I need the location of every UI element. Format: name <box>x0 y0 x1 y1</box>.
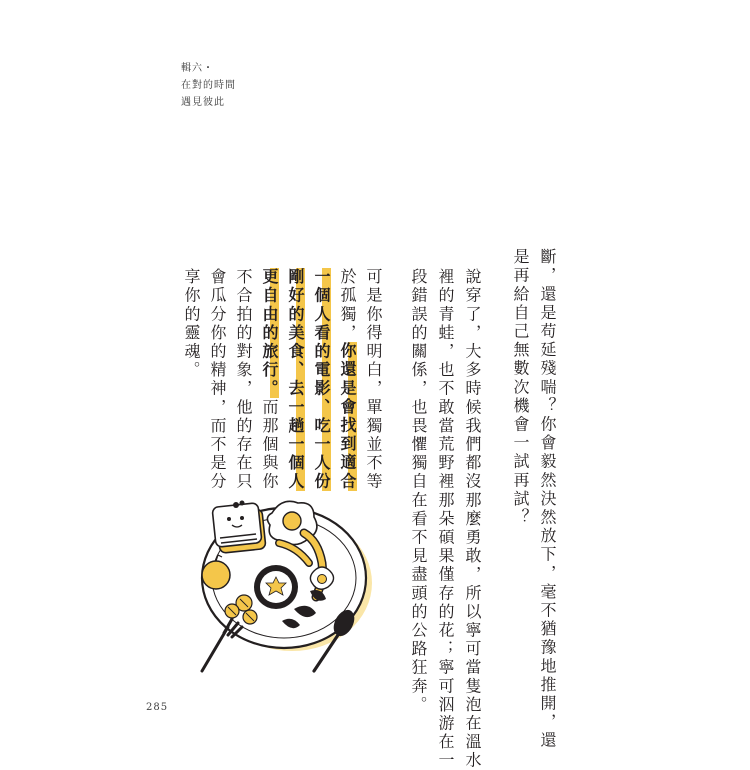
highlighted-text: 剛好的美食、去一趟一個人 <box>286 268 305 492</box>
body-text: 而那個與你 <box>260 398 279 492</box>
text-column <box>433 268 457 770</box>
text-column <box>205 268 229 491</box>
text-column <box>508 248 532 527</box>
breakfast-plate-illustration <box>184 483 374 673</box>
text-column <box>335 268 359 491</box>
highlighted-text: 更自由的旅行。 <box>260 268 279 399</box>
body-text: 享你的靈魂。 <box>182 268 201 380</box>
highlighted-text: 一個人看的電影、吃一人份 <box>312 268 331 492</box>
running-header <box>181 60 236 111</box>
body-text: 於孤獨， <box>338 268 357 343</box>
highlighted-text: 你還是會找到適合 <box>338 342 357 492</box>
text-column <box>179 268 203 380</box>
body-text: 是再給自己無數次機會一試再試？ <box>511 248 530 527</box>
body-text: 段錯誤的關係，也畏懼獨自在看不見盡頭的公路狂奔。 <box>409 268 428 715</box>
text-column <box>283 268 307 491</box>
text-column <box>361 268 385 491</box>
chapter-title-line-1: 在對的時間 <box>181 80 236 91</box>
text-column <box>231 268 255 491</box>
body-text: 可是你得明白，單獨並不等 <box>364 268 383 492</box>
text-column <box>460 268 484 770</box>
text-column <box>406 268 430 714</box>
body-text: 說穿了，大多時候我們都沒那麼勇敢，所以寧可當隻泡在溫水 <box>463 268 482 770</box>
page-number: 285 <box>146 702 169 713</box>
text-column <box>257 268 281 491</box>
body-text: 會瓜分你的精神，而不是分 <box>208 268 227 492</box>
text-column <box>309 268 333 491</box>
body-text: 不合拍的對象，他的存在只 <box>234 268 253 492</box>
text-column <box>535 248 559 750</box>
body-text: 斷，還是苟延殘喘？你會毅然決然放下，毫不猶豫地推開，還 <box>538 248 557 751</box>
chapter-title-line-2: 遇見彼此 <box>181 97 225 108</box>
body-text: 裡的青蛙，也不敢當荒野裡那朵碩果僅存的花；寧可泅游在一 <box>436 268 455 770</box>
chapter-label: 輯六・ <box>181 60 214 77</box>
